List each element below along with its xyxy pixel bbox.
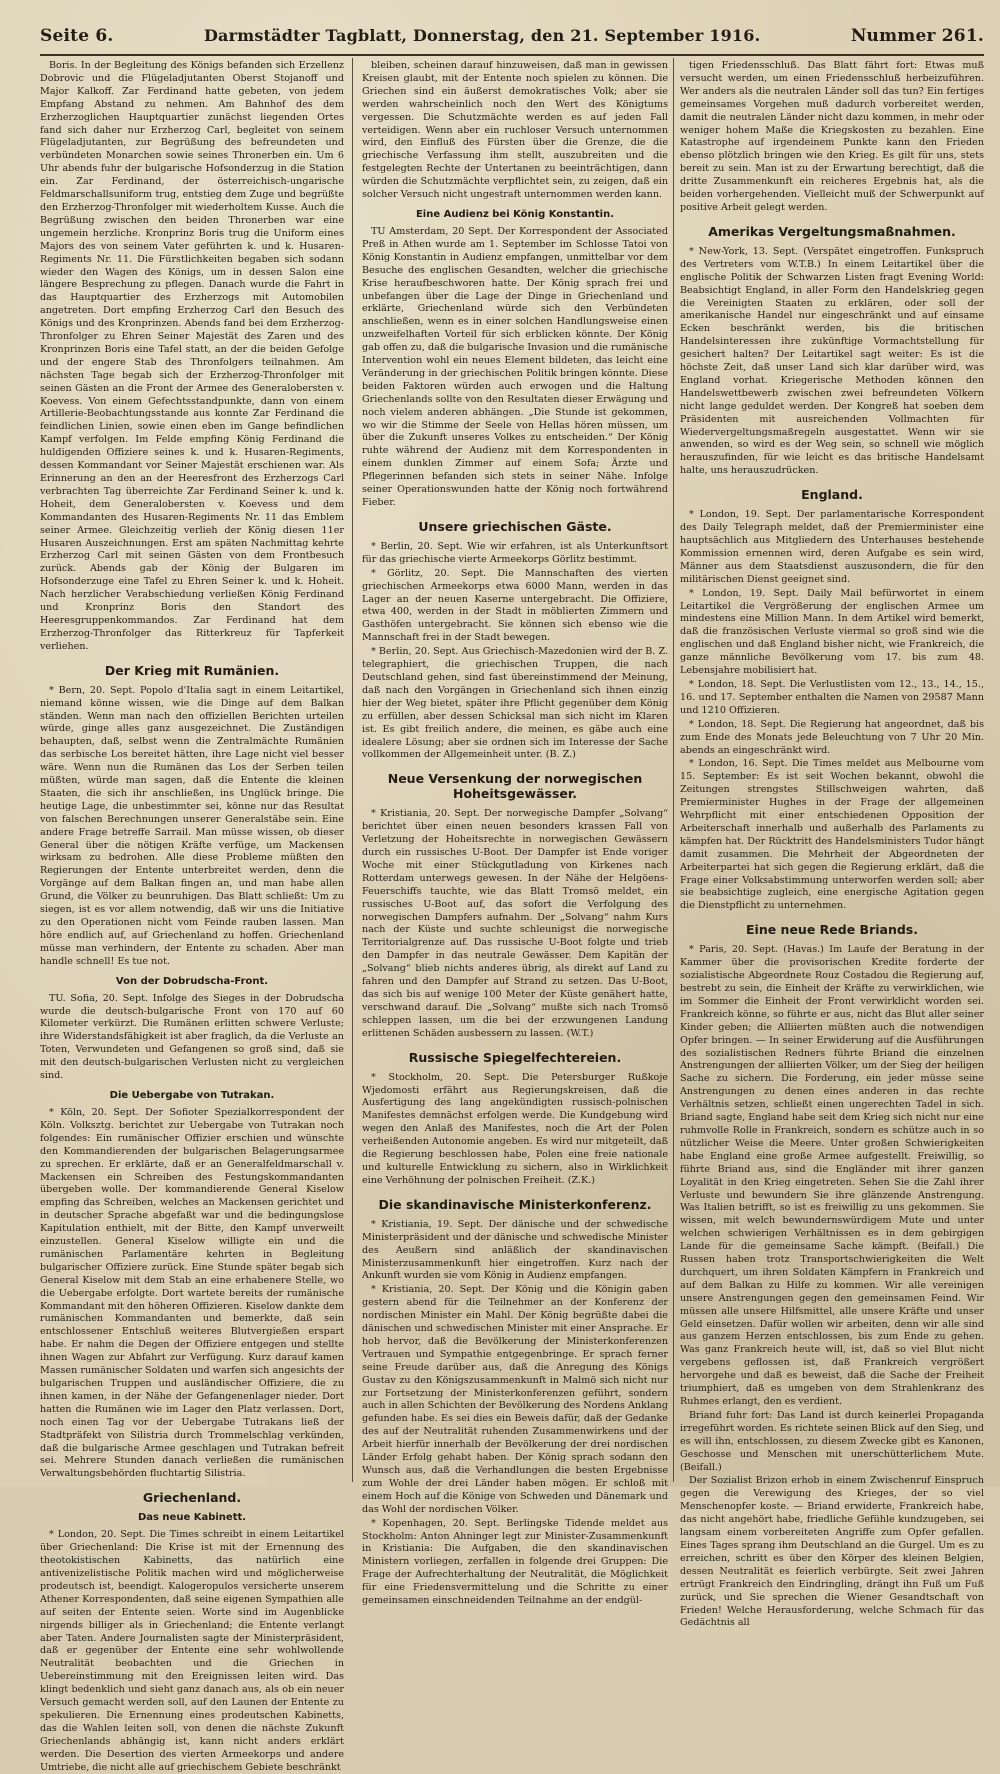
section-heading: Unsere griechischen Gäste. [418,518,612,534]
article-paragraph: * Görlitz, 20. Sept. Die Mannschaften des vierten griechischen Armeekorps etwa 6000 Mann, werden in das Lager an der neuen Kaserne untergebracht. Die Offiziere, etwa 400, werden in der Stadt in möblierten Zimmern und Gasthöfen untergebracht. Sie können sich ebenso wie die Mannschaft frei in der Stadt bewegen. [362,567,668,644]
subsection-heading: Die Uebergabe von Tutrakan. [109,1089,275,1101]
article-paragraph: * London, 18. Sept. Die Verlustlisten vom 12., 13., 14., 15., 16. und 17. September enthalten die Namen von 29587 Mann und 1210 Offizieren. [680,678,984,716]
subsection-heading: Von der Dobrudscha-Front. [115,975,269,987]
article-paragraph: * London, 19. Sept. Daily Mail befürwortet in einem Leitartikel die Vergrößerung der englischen Armee um mindestens eine Million Mann. In dem Artikel wird bemerkt, daß die französischen Verluste viermal so groß sind wie die englischen und daß England bisher nicht, wie Frankreich, die ganze männliche Bevölkerung vom 17. bis zum 48. Lebensjahre mobilisiert hat. [680,587,984,677]
header-rule [40,54,984,56]
section-heading: Eine neue Rede Briands. [746,922,918,938]
article-paragraph: TU Amsterdam, 20 Sept. Der Korrespondent der Associated Preß in Athen wurde am 1. September im Schlosse Tatoi von König Konstantin in Audienz empfangen, unmittelbar vor dem Besuche des englischen Gesandten, welcher die griechische Krise heraufbeschworen hatte. Der König sprach frei und unbefangen über die Lage der Dinge in Griechenland und erklärte, Griechenland würde sich den Verbündeten anschließen, wenn es in einer solchen Handlungsweise einen unzweifelhaften Vorteil für sich erblicken könnte. Der König gab offen zu, daß die bulgarische Invasion und die rumänische Intervention wohl ein neues Element bildeten, das leicht eine Veränderung in der griechischen Politik bringen könnte. Diese beiden Faktoren würden auch erwogen und die Haltung Griechenlands sollte von den Resultaten dieser Erwägung und noch vielem anderen abhängen. „Die Stunde ist gekommen, wo wir die Stimme der Seele von Hellas hören müssen, um über die Zukunft unseres Volkes zu entscheiden.“ Der König ruhte während der Audienz mit dem Korrespondenten in einem dunklen Zimmer auf einem Sofa; Ärzte und Pflegerinnen befanden sich stets in seiner Nähe. Infolge seiner Operationswunden hatte der König noch fortwährend Fieber. [362,225,668,508]
article-paragraph: * Kristiania, 20. Sept. Der norwegische Dampfer „Solvang“ berichtet über einen neuen besonders krassen Fall von Verletzung der Hoheitsrechte in norwegischen Gewässern durch ein russisches U-Boot. Der Dampfer ist Ende voriger Woche mit einer Stückgutladung von Kirkenes nach Rotterdam unterwegs gewesen. In der Nähe der Helgöens-Feuerschiffs tauchte, wie das Blatt Tromsö meldet, ein russisches U-Boot auf, das sofort die Verfolgung des norwegischen Dampfers aufnahm. Der „Solvang“ nahm Kurs nach der Küste und suchte schleunigst die norwegische Territorialgrenze auf. Das russische U-Boot folgte und trieb den Dampfer in das neutrale Gewässer. Dem Kapitän der „Solvang“ blieb nichts anderes übrig, als direkt auf Land zu fahren und den Dampfer auf Strand zu setzen. Das U-Boot, das sich bis auf wenige 100 Meter der Küste genähert hatte, verschwand darauf. Die „Solvang“ mußte sich nach Tromsö schleppen lassen, um die bei der erzwungenen Landung erlittenen Schäden ausbessern zu lassen. (W.T.) [362,808,668,1039]
page-number: Seite 6. [40,26,114,46]
article-paragraph: * New-York, 13. Sept. (Verspätet eingetroffen. Funkspruch des Vertreters vom W.T.B.) In einem Leitartikel über die englische Politik der Schwarzen Listen fragt Evening World: Beabsichtigt England, in aller Form den Handelskrieg gegen die Vereinigten Staaten zu erklären, oder soll der amerikanische Handel nur eingeschränkt und auf einsame Ecken beschränkt werden, bis die britischen Handelsinteressen ihre zukünftige Vormachtstellung für gesichert halten? Der Leitartikel sagt weiter: Es ist die höchste Zeit, daß unser Land sich klar darüber wird, was England vorhat. Kriegerische Methoden können den Handelswettbewerb zwischen zwei befreundeten Völkern nicht lange geduldet werden. Der Kongreß hat soeben dem Präsidenten mit ausreichenden Vollmachten für Wiedervergeltungsmaßregeln ausgestattet. Wenn wir sie anwenden, so wird es der Weg sein, so schnell wie möglich herauszufinden, für wie leicht es das britische Handelsamt halte, uns herauszudrücken. [680,245,984,477]
article-paragraph: * London, 18. Sept. Die Regierung hat angeordnet, daß bis zum Ende des Monats jede Beleuchtung von 7 Uhr 20 Min. abends an eingeschränkt wird. [680,718,984,756]
article-paragraph: Der Sozialist Brizon erhob in einem Zwischenruf Einspruch gegen die Verewigung des Krieges, der so viel Menschenopfer koste. — Briand erwiderte, Frankreich habe, das nicht angehört habe, friedliche Gefühle kundzugeben, sei langsam einem vorbereiteten Angriffe zum Opfer gefallen. Eines Tages sprang ihm Deutschland an die Gurgel. Um es zu erreichen, schritt es über den Körper des kleinen Belgien, dessen Neutralität es feierlich verbürgte. Seit zwei Jahren ertrügt Frankreich den Eindringling, drängt ihn Fuß um Fuß zurück, und Sie sprechen die Wiener Gesandtschaft von Frieden! Welche Herausforderung, welche Schmach für das Gedächtnis all [680,1475,984,1629]
article-paragraph: * London, 19. Sept. Der parlamentarische Korrespondent des Daily Telegraph meldet, daß der Premierminister eine hauptsächlich aus Mitgliedern des Unterhauses bestehende Kommission ernennen wird, deren Aufgabe es sein wird, Männer aus dem Staatsdienst auszusondern, die für den militärischen Dienst geeignet sind. [680,509,984,585]
paper-title-date: Darmstädter Tagblatt, Donnerstag, den 21. September 1916. [203,26,761,45]
article-paragraph: TU. Sofia, 20. Sept. Infolge des Sieges in der Dobrudscha wurde die deutsch-bulgarische Front von 170 auf 60 Kilometer verkürzt. Die Rumänen erlitten schwere Verluste; ihre Widerstandsfähigkeit ist aber fraglich, da die Verluste an Toten, Verwundeten und Gefangenen so groß sind, daß sie mit den deutsch-bulgarischen Verlusten nicht zu vergleichen sind. [40,992,344,1082]
article-paragraph: * Kristiania, 20. Sept. Der König und die Königin gaben gestern abend für die Teilnehmer an der Konferenz der nordischen Minister ein Mahl. Der König begrüßte dabei die dänischen und schwedischen Minister mit einer Ansprache. Er hob hervor, daß die Bevölkerung der Ministerkonferenzen Vertrauen und Sympathie entgegenbringe. Er sprach ferner seine Freude darüber aus, daß die Anregung des Königs Gustav zu den Königszusammenkunft in Malmö sich nicht nur zur Fortsetzung der Ministerkonferenzen geführt, sondern auch in allen Schichten der Bevölkerung des Nordens Anklang gefunden habe. Es sei dies ein Beweis dafür, daß der Gedanke des auf der Neutralität ruhenden Zusammenwirkens und der Arbeit hierfür innerhalb der Bevölkerung der drei nordischen Länder Erfolg gehabt haben. Der König sprach sodann den Wunsch aus, daß die Verhandlungen die besten Ergebnisse zum Wohle der drei Länder haben mögen. Er schloß mit einem Hoch auf die Könige von Schweden und Dänemark und das Wohl der nordischen Völker. [362,1284,668,1515]
article-paragraph: * London, 20. Sept. Die Times schreibt in einem Leitartikel über Griechenland: Die Krise ist mit der Ernennung des theotokistischen Kabinetts, das natürlich eine antivenizelistische Politik machen wird und möglicherweise prodeutsch ist, beendigt. Kalogeropulos versicherte unserem Athener Korrespondenten, daß seine eigenen Sympathien alle auf seiten der Entente seien. Worte sind im Augenblicke nirgends billiger als in Griechenland; die Entente verlangt aber Taten. Andere Journalisten sagte der Ministerpräsident, daß er gegenüber der Entente eine sehr wohlwollende Neutralität beobachten und die Griechen in Uebereinstimmung mit den Ereignissen leiten wird. Das klingt bedenklich und sieht ganz danach aus, als ob ein neuer Versuch gemacht werden soll, auf den Launen der Entente zu spekulieren. Die Ernennung eines prodeutschen Kabinetts, das die Wahlen leiten soll, von denen die nächste Zukunft Griechenlands abhängig ist, kann nicht anders erklärt werden. Die Desertion des vierten Armeekorps und andere Umtriebe, die nicht alle auf griechischem Gebiete beschränkt [40,1529,344,1773]
article-paragraph: * Kristiania, 19. Sept. Der dänische und der schwedische Ministerpräsident und der dänische und schwedische Minister des Aeußern sind anläßlich der skandinavischen Ministerzusammenkunft hier eingetroffen. Kurz nach der Ankunft wurden sie vom König in Audienz empfangen. [362,1218,668,1282]
section-heading: Die skandinavische Ministerkonferenz. [378,1196,652,1212]
section-heading: Russische Spiegelfechtereien. [408,1049,622,1065]
section-heading: Amerikas Vergeltungsmaßnahmen. [708,223,956,239]
page-header [40,26,984,50]
article-paragraph: * Köln, 20. Sept. Der Sofioter Spezialkorrespondent der Köln. Volksztg. berichtet zur Uebergabe von Tutrakan noch folgendes: Ein rumänischer Offizier erschien und wünschte den Kommandierenden der bulgarischen Belagerungsarmee zu sprechen. Er erklärte, daß er an Generalfeldmarschall v. Mackensen ein Schreiben des Festungskommandanten übergeben wolle. Der kommandierende General Kiselow empfing das Schreiben, welches an Mackensen gerichtet und in deutscher Sprache abgefaßt war und die bedingungslose Kapitulation enthielt, mit der Bitte, den Kampf unverweilt einzustellen. General Kiselow willigte ein und die rumänischen Parlamentäre kehrten in Begleitung bulgarischer Offiziere zurück. Eine Stunde später begab sich General Kiselow mit dem Stab an eine erhabenere Stelle, wo die Uebergabe erfolgte. Dort wartete bereits der rumänische Kommandant mit den höheren Offizieren. Kiselow dankte dem rumänischen Kommandanten und bemerkte, daß sein entschlossener Entschluß weiteres Blutvergießen erspart habe. Er nahm die Degen der Offiziere entgegen und stellte ihnen Wagen zur Abfahrt zur Verfügung. Kurz darauf kamen Massen rumänischer Soldaten und warfen sich angesichts der bulgarischen Truppen und ausländischer Offiziere, die zu ihnen kamen, in der Nähe der Gefangenenlager nieder. Dort hatten die Rumänen wie im Lager den Platz verlassen. Dort, noch einen Tag vor der Uebergabe Tutrakans ließ der Stadtpräfekt von Silistria durch Trommelschlag verkünden, daß die bulgarische Armee geschlagen und Tutrakan befreit sei. Mehrere Stunden danach verließen die rumänischen Verwaltungsbehörden fluchtartig Silistria. [40,1106,344,1480]
column-2 [362,60,668,1607]
column-rule [673,58,674,1482]
issue-number: Nummer 261. [850,26,984,46]
column-3 [680,60,984,1629]
section-heading: Griechenland. [142,1490,242,1506]
article-paragraph: Briand fuhr fort: Das Land ist durch keinerlei Propaganda irregeführt worden. Es richtete seinen Blick auf den Sieg, und es will ihn, entschlossen, zu diesem Zwecke gibt es Kanonen, Geschosse und Menschen mit unerschütterlichem Mute. (Beifall.) [680,1409,984,1473]
column-rule [352,58,353,1482]
section-heading: Neue Versenkung der norwegischen Hoheitsgewässer. [387,771,643,802]
subsection-heading: Eine Audienz bei König Konstantin. [415,208,615,220]
article-paragraph: tigen Friedensschluß. Das Blatt fährt fort: Etwas muß versucht werden, um einen Friedensschluß herbeizuführen. Wer anders als die neutralen Länder soll das tun? Ein fertiges gemeinsames Vorgehen muß dadurch vorbereitet werden, damit die neutralen Länder nicht dazu kommen, in mehr oder weniger hohem Maße die Kriegskosten zu bezahlen. Eine Katastrophe auf irgendeinem Punkte kann den Frieden ebenso plötzlich bringen wie den Krieg. Es gilt für uns, stets bereit zu sein. Man ist zu der Erwartung berechtigt, daß die dritte Zusammenkunft ein reicheres Ergebnis hat, als die beiden vorhergehenden. Vielleicht muß der Schwerpunkt auf positive Arbeit gelegt werden. [680,60,984,213]
article-paragraph: * Bern, 20. Sept. Popolo d'Italia sagt in einem Leitartikel, niemand könne wissen, wie die Dinge auf dem Balkan ständen. Wenn man nach den offiziellen Berichten urteilen würde, ginge alles ganz ausgezeichnet. Die Zuständigen behaupten, daß, selbst wenn die Zentralmächte Rumänien das serbische Los bereitet hätten, ihre Lage nicht viel besser wäre. Wenn nun die Rumänen das Los der Serben teilen müßten, würde man sagen, daß die Entente die kleinen Staaten, die sich ihr anschließen, ins Unglück bringe. Die heutige Lage, die unbestimmter sei, könne nur das Resultat von falschen Berechnungen unserer Generalstäbe sein. Eine andere Frage betreffe Sarrail. Man müsse wissen, ob dieser General über die nötigen Kräfte verfüge, um Mackensen wirksam zu bedrohen. Alle diese Probleme müßten den Regierungen der Entente unterbreitet werden, denn die Vorgänge auf dem Balkan fingen an, und man habe allen Grund, die Völker zu beunruhigen. Das Blatt schließt: Um zu siegen, ist es vor allem notwendig, daß wir uns die Initiative zu den Operationen nicht vom Feinde rauben lassen. Man höre endlich auf, auf Griechenland zu hoffen. Griechenland müsse man verhindern, der Entente zu schaden. Aber man handle schnell! Es tue not. [40,684,344,967]
section-heading: Der Krieg mit Rumänien. [104,662,280,678]
article-paragraph: * London, 16. Sept. Die Times meldet aus Melbourne vom 15. September: Es ist seit Wochen bekannt, obwohl die Zeitungen strengstes Stillschweigen wahrten, daß Premierminister Hughes in der Frage der allgemeinen Wehrpflicht mit einer entschiedenen Opposition der Arbeiterschaft innerhalb und außerhalb des Parlaments zu kämpfen hat. Der Rücktritt des Handelsministers Tudor hängt damit zusammen. Die Mehrheit der Abgeordneten der Arbeiterpartei hat sich gegen die Regierung erklärt, daß die Frage einer Volksabstimmung unterworfen werden soll; aber sie beabsichtige zugleich, eine energische Agitation gegen die Dienstpflicht zu unternehmen. [680,758,984,912]
article-paragraph: * Berlin, 20. Sept. Wie wir erfahren, ist als Unterkunftsort für das griechische vierte Armeekorps Görlitz bestimmt. [362,540,668,565]
article-paragraph: bleiben, scheinen darauf hinzuweisen, daß man in gewissen Kreisen glaubt, mit der Entente noch spielen zu können. Die Griechen sind ein äußerst demokratisches Volk; aber sie werden wahrscheinlich noch den Wert des Königtums vergessen. Die Schutzmächte werden es auf jeden Fall verteidigen. Wenn aber ein ruchloser Versuch unternommen wird, den Einfluß des Fürsten über die Grenze, die die griechische Verfassung ihm stellt, auszubreiten und die festgelegten Rechte der Untertanen zu beeinträchtigen, dann würden die Schutzmächte verpflichtet sein, zu zeigen, daß ein solcher Versuch nicht ungestraft unternommen werden kann. [362,60,668,201]
article-paragraph: Boris. In der Begleitung des Königs befanden sich Erzellenz Dobrovic und die Flügeladjutanten Oberst Stojanoff und Major Kalkoff. Zar Ferdinand hatte gebeten, von jedem Empfang Abstand zu nehmen. Am Bahnhof des dem Erzherzoglichen Hauptquartier zunächst liegenden Ortes fand sich daher nur Erzherzog Carl, begleitet von seinem Flügeladjutanten, zur Begrüßung des befreundeten und verbündeten Monarchen sowie seines Thronerben ein. Um 6 Uhr abends fuhr der bulgarische Hofsonderzug in die Station ein. Zar Ferdinand, der österreichisch-ungarische Feldmarschallsuniform trug, entstieg dem Zuge und begrüßte den Erzherzog-Thronfolger mit wiederholtem Kusse. Auch die Begrüßung zwischen den beiden Thronerben war eine ungemein herzliche. Kronprinz Boris trug die Uniform eines Majors des von seinem Vater geführten k. und k. Husaren-Regiments Nr. 11. Die Fürstlichkeiten begaben sich sodann wieder den Wagen des Königs, um in dessen Salon eine längere Besprechung zu pflegen. Danach wurde die Fahrt in das Hauptquartier des Erzherzogs mit Automobilen angetreten. Dort empfing Erzherzog Carl den Besuch des Königs und des Kronprinzen. Abends fand bei dem Erzherzog-Thronfolger zu Ehren Seiner Majestät des Zaren und des Kronprinzen Boris eine Tafel statt, an der die beiden Gefolge und der engere Stab des Thronfolgers teilnahmen. Am nächsten Tage begab sich der Erzherzog-Thronfolger mit seinen Gästen an die Front der Armee des Generalobersten v. Koevess. Von einem Gefechtsstandpunkte, dann von einem Artillerie-Beobachtungsstande aus konnte Zar Ferdinand die feindlichen Linien, sowie einen eben im Gange befindlichen Kampf verfolgen. Im Felde empfing König Ferdinand die huldigenden Offiziere seines k. und k. Husaren-Regiments, dessen Kommandant vor Seiner Majestät erschienen war. Als Erinnerung an den an der Heeresfront des Erzherzogs Carl verbrachten Tag überreichte Zar Ferdinand Seiner k. und k. Hoheit, dem Generalobersten v. Koevess und dem Kommandanten des Husaren-Regiments Nr. 11 das Emblem seiner Armee. Gleichzeitig verlieh der König diesen 11er Husaren Auszeichnungen. Erst am späten Nachmittag kehrte Erzherzog Carl mit seinen Gästen von dem Frontbesuch zurück. Abends gab der König der Bulgaren im Hofsonderzuge eine Tafel zu Ehren Seiner k. und k. Hoheit. Nach herzlicher Verabschiedung verließen König Ferdinand und Kronprinz Boris den Standort des Heeresgruppenkommandos. Zar Ferdinand hat dem Erzherzog-Thronfolger das Ritterkreuz für Tapferkeit verliehen. [40,60,344,652]
article-paragraph: * Paris, 20. Sept. (Havas.) Im Laufe der Beratung in der Kammer über die provisorischen Kredite forderte der sozialistische Abgeordnete Rouz Costadou die Regierung auf, bestrebt zu sein, die Einheit der Kräfte zu verwirklichen, wie im Sommer die Einheit der Front verwirklicht worden sei. Frankreich könne, so führte er aus, nicht das Blut aller seiner Kinder geben; die Alliierten müßten auch die notwendigen Opfer bringen. — In seiner Erwiderung auf die Ausführungen des sozialistischen Redners führte Briand die einzelnen Anstrengungen der alliierten Völker, um der Sieg der heiligen Sache zu sichern. Die Forderung, ein jeder müsse seine Anstrengungen zu denen eines anderen in das rechte Verhältnis setzen, schließt einen ungerechten Tadel in sich. Briand sagte, England habe seit dem Krieg sich nicht nur eine ruhmvolle Rolle in Frankreich, sondern es schütze auch in so nützlicher Weise die Meere. Unter großen Schwierigkeiten habe England eine große Armee aufgestellt. Freiwillig, so führte Briand aus, sind die Engländer mit ihrer ganzen Loyalität in den Krieg eingetreten. Sehen Sie die Zahl ihrer Verluste und bewundern Sie ihre glänzende Anstrengung. Was Italien betrifft, so ist es freiwillig zu uns gekommen. Sie wissen, mit welch bewundernswürdigem Mute und unter welchen schwierigen Verhältnissen es in dem gebirgigen Lande für die gemeinsame Sache kämpft. (Beifall.) Die Russen haben trotz Transportschwierigkeiten die Welt durchquert, um ihren Soldaten Kämpfern in Frankreich und auf dem Balkan zu Hilfe zu kommen. Wir alle vereinigen unsere Anstrengungen gegen den gemeinsamen Feind. Wir müssen alle unsere Hilfsmittel, alle unsere Kräfte und unser Geld einsetzen. Dafür wollen wir arbeiten, denn wir alle sind aus ganzem Herzen entschlossen, bis zum Ende zu gehen. Was ganz Frankreich heute will, ist, daß so viel Blut nicht vergebens geflossen ist, daß Frankreich vergrößert hervorgehe und daß es beweist, daß die Sache der Freiheit triumphiert, daß es umgeben von dem Strahlenkranz des Ruhmes erlangt, den es verdient. [680,944,984,1407]
article-paragraph: * Kopenhagen, 20. Sept. Berlingske Tidende meldet aus Stockholm: Anton Ahninger legt zur Minister-Zusammenkunft in Kristiania: Die Aufgaben, die den skandinavischen Ministern vorliegen, zerfallen in folgende drei Gruppen: Die Frage der Aufrechterhaltung der Neutralität, die Möglichkeit für eine Friedensvermittelung und die Schritte zu einer gemeinsamen einschneidenden Teilnahme an der endgül- [362,1517,668,1607]
subsection-heading: Das neue Kabinett. [137,1512,247,1524]
article-paragraph: * Berlin, 20. Sept. Aus Griechisch-Mazedonien wird der B. Z. telegraphiert, die griechischen Truppen, die nach Deutschland gehen, sind fast übereinstimmend der Meinung, daß nach den Vorgängen in Griechenland sich ihnen einzig hier der Weg bietet, später ihre Pflicht gegenüber dem König zu erfüllen, aber dessen Schicksal man sich nicht im Klaren ist. Es gibt freilich andere, die meinen, es gäbe auch eine idealere Lösung; aber sie ordnen sich im Interesse der Sache vollkommen der Allgemeinheit unter. (B. Z.) [362,646,668,761]
section-heading: England. [801,487,863,503]
article-paragraph: * Stockholm, 20. Sept. Die Petersburger Rußkoje Wjedomosti erfährt aus Regierungskreisen, daß die Ausfertigung des lang angekündigten russisch-polnischen Manifestes demnächst erfolgen werde. Die Kundgebung wird wegen den Anlaß des Manifestes, noch die Art der Polen verheißenden Autonomie angeben. Es wird nur mitgeteilt, daß die Regierung beschlossen habe, Polen eine freie nationale und kulturelle Entwicklung zu sichern, also in Wirklichkeit eine Verhöhnung der polnischen Freiheit. (Z.K.) [362,1071,668,1186]
column-1 [40,60,344,1773]
